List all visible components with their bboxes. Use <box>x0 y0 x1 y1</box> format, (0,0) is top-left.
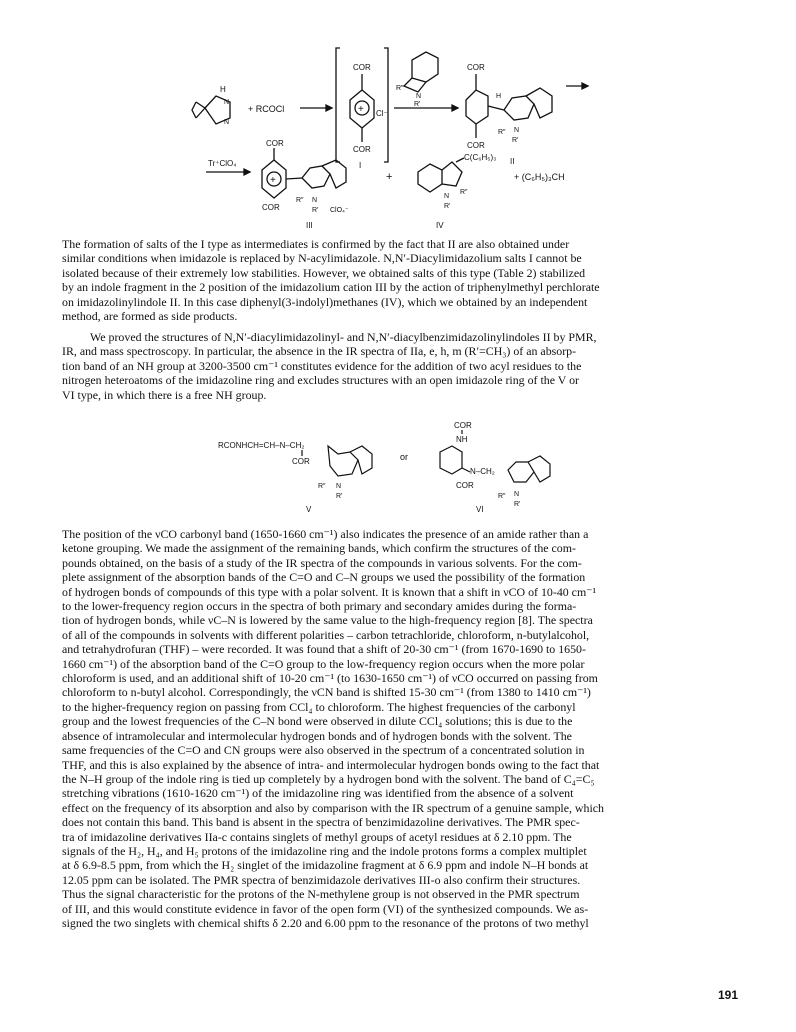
svg-text:N: N <box>224 99 230 106</box>
paragraph-2: We proved the structures of N,N′-diacylimidazolinyl- and N,N′-diacylbenzimidazolinylindoles II by PMR, IR, and mass spectroscopy. In particular, the absence in the IR spectra of IIa, e, h, m (R′=CH₃) of an absorp- tion band of an NH group at 3200-3500 cm⁻¹ constitutes evidence for the addition of two acyl residues to the nitrogen heteroatoms of the imidazoline ring and excludes structures with an open imidazole ring of the V or VI type, in which there is a free NH group. <box>62 330 597 402</box>
svg-text:COR: COR <box>353 145 371 154</box>
svg-text:R′: R′ <box>444 203 451 210</box>
svg-text:N–CH₂: N–CH₂ <box>470 467 495 476</box>
imidazolium-perchlorate-III <box>262 140 349 230</box>
svg-text:RCONHCH=CH–N–CH₂: RCONHCH=CH–N–CH₂ <box>218 441 305 450</box>
svg-text:VI: VI <box>476 505 484 514</box>
reagent-trityl-perchlorate: Tr⁺ClO₄ <box>208 159 237 168</box>
svg-text:+: + <box>270 175 276 186</box>
svg-text:N: N <box>416 93 422 100</box>
svg-text:C(C₆H₅)₃: C(C₆H₅)₃ <box>464 153 497 162</box>
svg-text:+: + <box>386 171 393 183</box>
reagent-rcocl: + RCOCl <box>248 104 285 114</box>
svg-text:R′: R′ <box>336 493 343 500</box>
side-product-triphenylmethane: + (C₆H₅)₃CH <box>514 172 565 182</box>
svg-text:COR: COR <box>454 421 472 430</box>
svg-text:R′: R′ <box>414 101 421 108</box>
svg-text:or: or <box>400 452 409 462</box>
svg-text:R″: R″ <box>498 493 506 500</box>
svg-text:+: + <box>358 104 364 115</box>
svg-text:N: N <box>312 197 318 204</box>
indole-reagent <box>396 52 438 108</box>
reaction-scheme-2 <box>0 140 796 230</box>
svg-text:R″: R″ <box>460 189 468 196</box>
svg-text:R″: R″ <box>318 483 326 490</box>
svg-text:COR: COR <box>467 63 485 72</box>
svg-text:R″: R″ <box>498 129 506 136</box>
diphenylindolylmethane-IV <box>418 153 496 230</box>
paragraph-3: The position of the νCO carbonyl band (1650-1660 cm⁻¹) also indicates the presence of an amide rather than a ketone grouping. We made the assignment of the remaining bands, which confirm the structures of the com- pounds obtained, on the basis of a study of the IR spectra of the compounds in various solvents. For the com- plete assignment of the absorption bands of the C=O and C–N groups we used the possibility of the formation of hydrogen bonds of compounds of this type with a polar solvent. It is known that a shift in νCO of 10-40 cm⁻¹ to the lower-frequency region occurs in the spectra of both primary and secondary amides during the forma- tion of hydrogen bonds, while νC–N is lowered by the same value to the high-frequency region [8]. The spectra of all of the compounds in solvents with different polarities – carbon tetrachloride, chloroform, n-butylalcohol, and tetrahydrofuran (THF) – were recorded. It was found that a shift of 20-30 cm⁻¹ (from 1670-1690 to 1650- 1660 cm⁻¹) of the absorption band of the C=O group to the low-frequency region occurs when the more polar chloroform is used, and an additional shift of 10-20 cm⁻¹ (to 1630-1650 cm⁻¹) of νCO occurred on passing from chloroform to n-butyl alcohol. Correspondingly, the νCN band is shifted 15-30 cm⁻¹ (from 1380 to 1410 cm⁻¹) to the higher-frequency region on passing from CCl₄ to chloroform. The highest frequencies of the carbonyl group and the lowest frequencies of the C–N bond were observed in dilute CCl₄ solutions; this is due to the absence of intramolecular and intermolecular hydrogen bonds and of hydrogen bonds with the solvent. The same frequencies of the C=O and CN groups were also observed in the spectrum of a concentrated solution in THF, and this is also explained by the absence of intra- and intermolecular hydrogen bonds owing to the fact that the N–H group of the indole ring is tied up completely by a hydrogen bond with the solvent. The band of C₄=C₅ stretching vibrations (1610-1620 cm⁻¹) of the imidazoline ring was identified from the absence of a solvent effect on the frequency of its absorption and also by comparison with the IR spectrum of a genuine sample, which does not contain this band. This band is absent in the spectra of benzimidazoline derivatives. The PMR spec- tra of imidazoline derivatives IIa-c contains singlets of methyl groups of acetyl residues at δ 2.10 ppm. The signals of the H₂, H₄, and H₅ protons of the imidazoline ring and the indole protons forms a complex multiplet at δ 6.9-8.5 ppm, from which the H₂ singlet of the imidazoline fragment at δ 6.9 ppm and indole N–H bonds at 12.05 ppm can be isolated. The PMR spectra of benzimidazole derivatives III-o also confirm their structures. Thus the signal characteristic for the protons of the N-methylene group is not observed in the PMR spectrum of III, and this would constitute evidence in favor of the open form (VI) of the synthesized compounds. We as- signed the two singlets with chemical shifts δ 2.20 and 6.00 ppm to the resonance of the protons of two methyl <box>62 527 604 930</box>
svg-text:II: II <box>510 157 515 166</box>
svg-text:COR: COR <box>353 63 371 72</box>
svg-text:R′: R′ <box>312 207 319 214</box>
svg-text:COR: COR <box>456 481 474 490</box>
svg-text:N: N <box>514 491 520 498</box>
page-number: 191 <box>718 988 739 1002</box>
svg-text:COR: COR <box>467 141 485 150</box>
svg-text:N: N <box>336 483 342 490</box>
structure-V <box>218 441 372 514</box>
svg-text:ClO₄⁻: ClO₄⁻ <box>330 207 349 214</box>
svg-text:R′: R′ <box>512 137 519 144</box>
svg-text:R″: R″ <box>296 197 304 204</box>
paragraph-1: The formation of salts of the I type as intermediates is confirmed by the fact that II are also obtained under similar conditions when imidazole is replaced by N-acylimidazole. N,N′-Diacylimidazolium salts I cannot be isolated because of their extremely low stabilities. However, we obtained salts of this type (Table 2) stabilized by an indole fragment in the 2 position of the imidazolium cation III by the action of triphenylmethyl perchlorate on imidazolinylindole II. In this case diphenyl(3-indolyl)methanes (IV), which we obtained by an independent method, are formed as side products. <box>62 237 600 324</box>
svg-text:COR: COR <box>292 457 310 466</box>
svg-text:R′: R′ <box>514 501 521 508</box>
svg-text:COR: COR <box>266 140 284 148</box>
svg-text:NH: NH <box>456 435 468 444</box>
svg-text:H: H <box>220 85 226 94</box>
svg-text:COR: COR <box>262 203 280 212</box>
svg-text:V: V <box>306 505 312 514</box>
structures-V-VI <box>0 416 796 516</box>
svg-text:Cl⁻: Cl⁻ <box>376 109 388 118</box>
structure-VI <box>440 421 550 514</box>
svg-text:R″: R″ <box>396 85 404 92</box>
imidazole-structure <box>192 85 230 126</box>
svg-text:III: III <box>306 221 313 230</box>
svg-text:I: I <box>359 161 362 170</box>
svg-text:N: N <box>224 119 230 126</box>
svg-text:H: H <box>496 93 502 100</box>
svg-text:N: N <box>444 193 450 200</box>
svg-text:IV: IV <box>436 221 444 230</box>
svg-text:N: N <box>514 127 520 134</box>
